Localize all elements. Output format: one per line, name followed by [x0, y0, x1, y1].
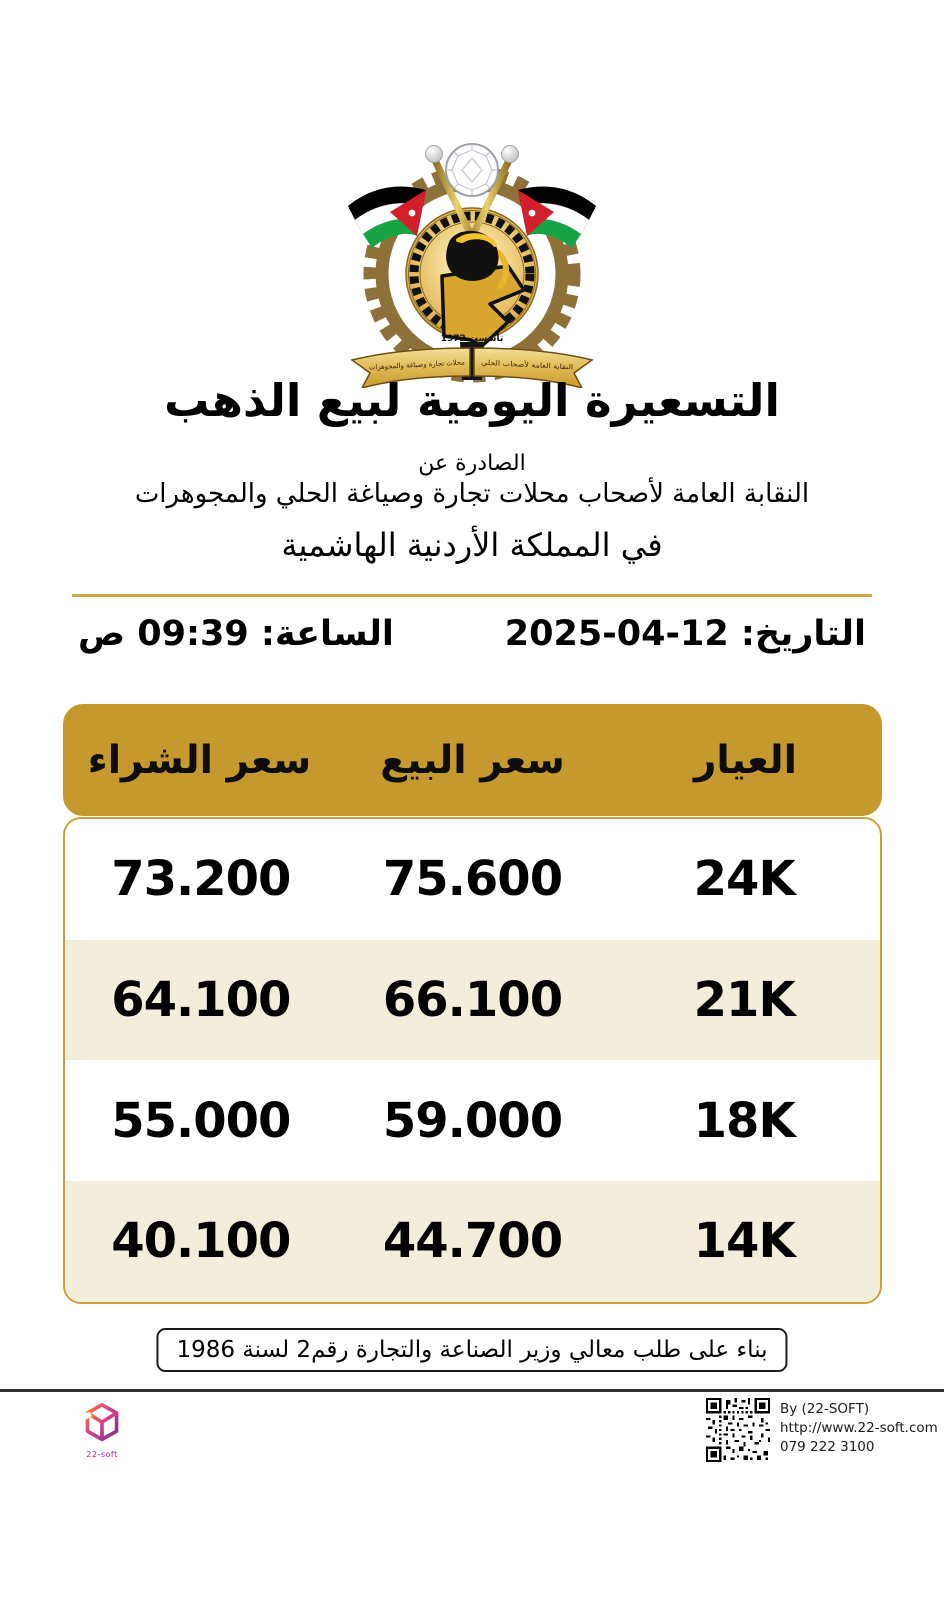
time-value: 09:39 ص — [78, 614, 249, 654]
footer-divider — [0, 1389, 944, 1392]
column-buy-price: سعر الشراء — [87, 737, 312, 783]
column-karat: العيار — [693, 737, 798, 783]
sell-value: 66.100 — [382, 972, 563, 1029]
established-year-label: تأسست 1972 — [440, 334, 504, 344]
karat-value: 14K — [693, 1213, 795, 1270]
vendor-logo — [80, 1401, 124, 1459]
table-row-18k — [65, 1060, 880, 1181]
ribbon-right-label: النقابة العامة لأصحاب الحلي — [480, 358, 563, 371]
price-table-header — [63, 704, 882, 816]
buy-value: 40.100 — [111, 1213, 291, 1270]
vendor-info — [780, 1400, 938, 1457]
organization-name: النقابة العامة لأصحاب محلات تجارة وصياغة الحلي والمجوهرات — [134, 479, 810, 509]
datetime-row — [78, 614, 866, 654]
sell-value: 44.700 — [382, 1213, 563, 1270]
crucible-icon — [446, 231, 498, 281]
syndicate-emblem — [322, 124, 622, 388]
time-field — [78, 614, 394, 654]
vendor-phone: 079 222 3100 — [780, 1439, 875, 1456]
karat-value: 24K — [693, 851, 795, 908]
legal-note: بناء على طلب معالي وزير الصناعة والتجارة رقم2 لسنة 1986 — [156, 1328, 787, 1372]
buy-value: 73.200 — [111, 851, 291, 908]
date-value: 12-04-2025 — [504, 614, 729, 654]
price-table-body — [63, 817, 882, 1304]
cube-logo-icon — [82, 1401, 122, 1445]
buy-value: 55.000 — [111, 1092, 291, 1149]
karat-value: 21K — [693, 972, 795, 1029]
emblem-graphic — [322, 124, 622, 388]
column-sell-price: سعر البيع — [380, 737, 565, 783]
table-row-14k — [65, 1181, 880, 1302]
gold-divider — [72, 594, 872, 597]
karat-value: 18K — [693, 1092, 795, 1149]
vendor-logo-label: 22-soft — [86, 1450, 118, 1459]
table-row-24k — [65, 819, 880, 940]
date-label: التاريخ: — [740, 614, 866, 654]
country-name: في المملكة الأردنية الهاشمية — [281, 526, 663, 564]
vendor-by-line: By (22-SOFT) — [780, 1401, 870, 1417]
date-field — [505, 614, 866, 654]
ribbon-left-label: محلات تجارة وصياغة والمجوهرات — [368, 358, 468, 372]
vendor-url: http://www.22-soft.com — [780, 1420, 938, 1437]
time-label: الساعة: — [260, 614, 394, 654]
buy-value: 64.100 — [111, 972, 291, 1029]
diamond-icon — [446, 144, 498, 196]
page-title: التسعيرة اليومية لبيع الذهب — [164, 374, 780, 427]
qr-code-icon — [706, 1398, 770, 1466]
table-row-21k — [65, 940, 880, 1061]
sell-value: 59.000 — [382, 1092, 563, 1149]
sell-value: 75.600 — [382, 851, 563, 908]
issued-by-label: الصادرة عن — [418, 451, 526, 476]
